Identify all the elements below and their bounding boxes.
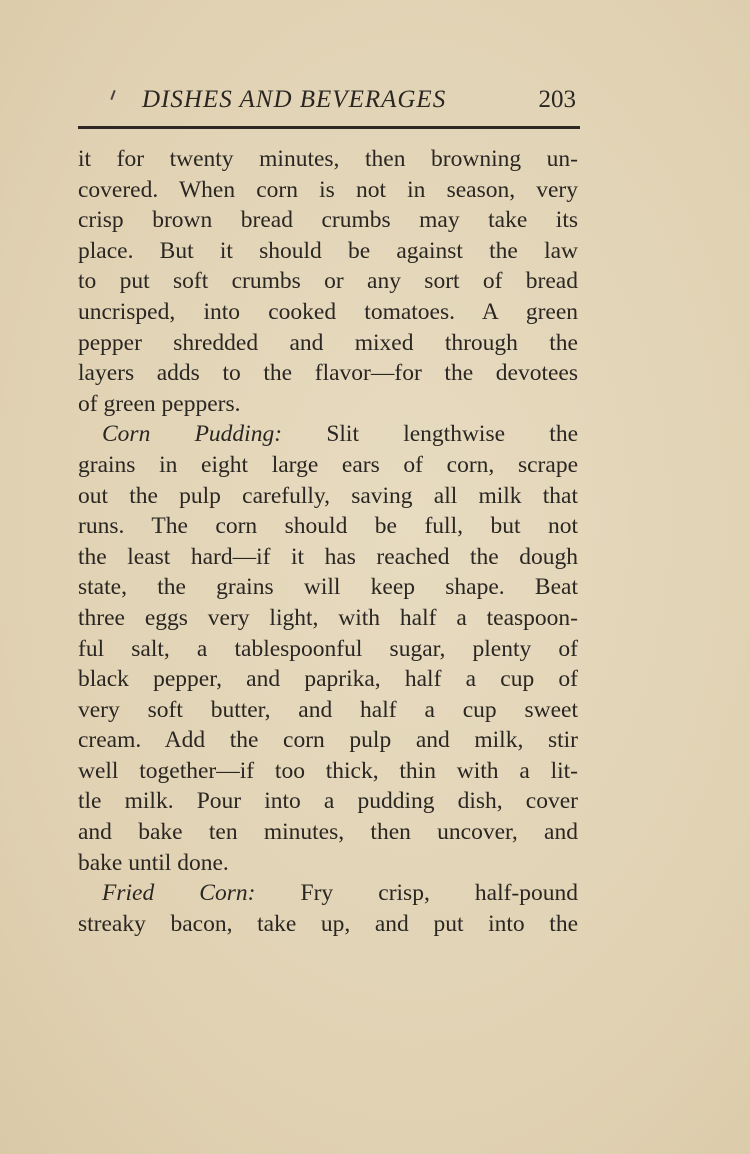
text-line: to put soft crumbs or any sort of bread: [78, 268, 578, 295]
text-line: and bake ten minutes, then uncover, and: [78, 819, 578, 846]
text-line: grains in eight large ears of corn, scrape: [78, 451, 578, 478]
text-line: out the pulp carefully, saving all milk that: [78, 482, 578, 509]
recipe-heading-corn-pudding: Corn Pudding:: [102, 421, 283, 448]
text-line: three eggs very light, with half a teaspoon-: [78, 604, 578, 631]
text-line: Slit lengthwise the: [326, 421, 579, 448]
paragraph-start: [78, 878, 578, 909]
text-line: covered. When corn is not in season, very: [78, 176, 578, 203]
page-number: 203: [538, 86, 576, 113]
text-line: layers adds to the flavor—for the devotees: [78, 360, 578, 387]
text-line: place. But it should be against the law: [78, 237, 578, 264]
text-line: pepper shredded and mixed through the: [78, 329, 578, 356]
text-line: streaky bacon, take up, and put into the: [78, 910, 578, 937]
text-line: of green peppers.: [78, 390, 241, 417]
text-line: cream. Add the corn pulp and milk, stir: [78, 727, 578, 754]
text-line: crisp brown bread crumbs may take its: [78, 207, 578, 234]
text-line: the least hard—if it has reached the dough: [78, 543, 578, 570]
text-line: bake until done.: [78, 849, 229, 876]
running-header: [78, 86, 578, 122]
text-line: uncrisped, into cooked tomatoes. A green: [78, 298, 578, 325]
ink-mark: [110, 90, 115, 100]
text-line: runs. The corn should be full, but not: [78, 513, 578, 540]
text-line: very soft butter, and half a cup sweet: [78, 696, 578, 723]
header-title: DISHES AND BEVERAGES: [142, 86, 447, 113]
text-line: well together—if too thick, thin with a lit-: [78, 757, 578, 784]
body-text: [78, 144, 578, 939]
text-line: state, the grains will keep shape. Beat: [78, 574, 578, 601]
recipe-heading-fried-corn: Fried Corn:: [102, 880, 256, 907]
header-rule: [78, 126, 580, 129]
text-line: it for twenty minutes, then browning un-: [78, 146, 578, 172]
text-line: Fry crisp, half-pound: [300, 880, 579, 907]
text-line: tle milk. Pour into a pudding dish, cover: [78, 788, 578, 815]
text-line: black pepper, and paprika, half a cup of: [78, 666, 578, 693]
paragraph-start: [78, 419, 578, 450]
text-line: ful salt, a tablespoonful sugar, plenty of: [78, 635, 578, 662]
